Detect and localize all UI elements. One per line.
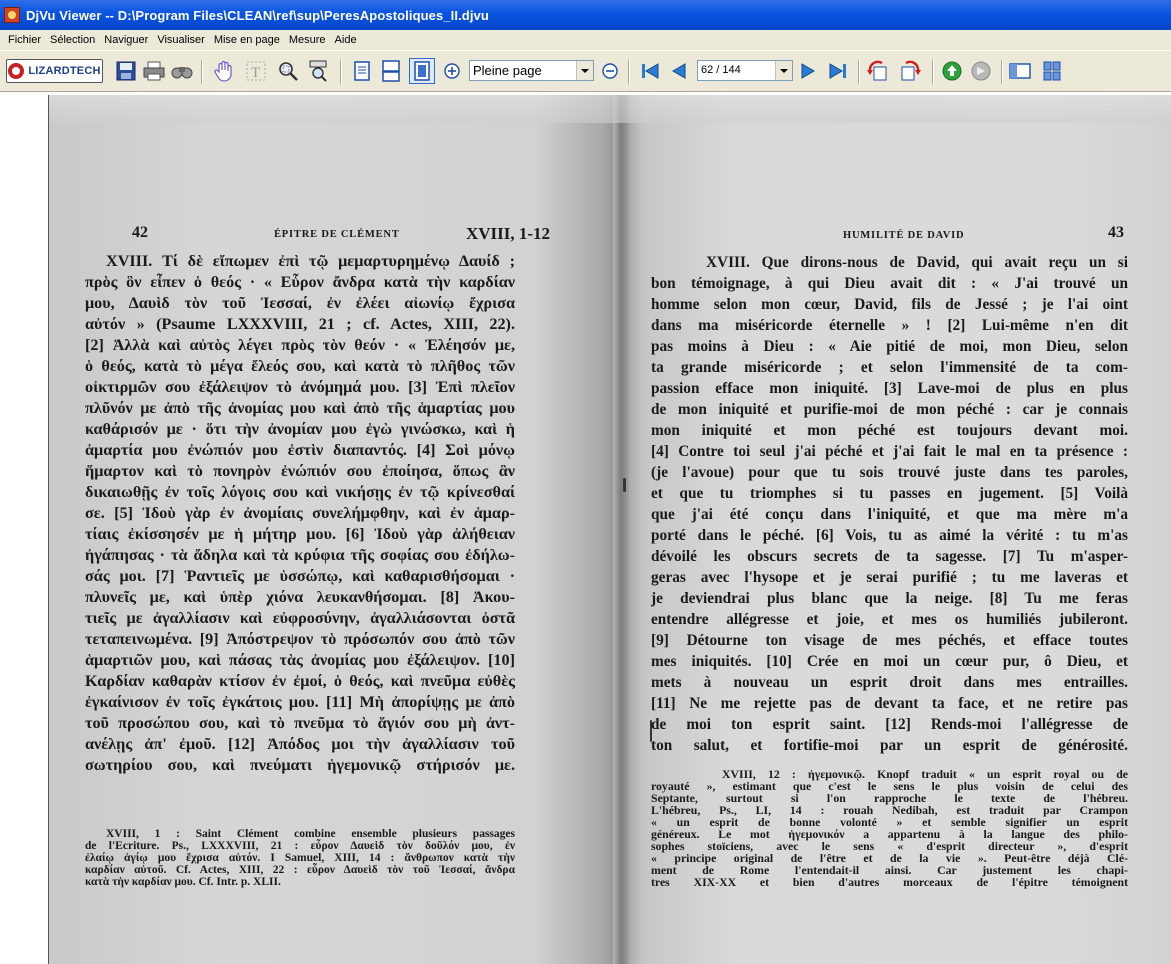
left-page-number: 42 xyxy=(132,224,148,241)
text-line: homme selon mon cœur, David, fils de Jessé ; je l'ai oint xyxy=(651,296,1128,313)
back-button[interactable] xyxy=(940,58,964,84)
footnote-line: généreux. Le mot ἡγεμονικόν a appartenu à la langue des philo- xyxy=(651,827,1128,841)
find-button[interactable] xyxy=(170,58,194,84)
footnote-line: XVIII, 12 : ἡγεμονικῷ. Knopf traduit « un esprit royal ou de xyxy=(722,767,1128,781)
zoom-rect-icon xyxy=(276,59,300,83)
footnote-line: « un esprit de bonne volonté » et semble signifier un esprit xyxy=(651,815,1128,829)
footnote-line: ment de Rome l'entendait-il ainsi. Car justement les chapi- xyxy=(651,863,1128,877)
text-line: ἁμαρτιῶν μου, καὶ πάσας τὰς ἀνομίας μου ἐξάλειψον. [10] xyxy=(85,651,515,669)
right-page-number: 43 xyxy=(1108,224,1124,241)
text-line: passion efface mon iniquité. [3] Lave-moi de plus en plus xyxy=(651,380,1128,397)
text-line: mes iniquités. [10] Crée en moi un cœur pur, ô Dieu, et xyxy=(651,653,1128,670)
menu-aide[interactable]: Aide xyxy=(334,34,357,46)
save-icon xyxy=(114,59,138,83)
text-line: πλῦνόν με ἀπὸ τῆς ἀνομίας μου καὶ ἀπὸ τῆς ἁμαρτίας μου xyxy=(85,399,515,417)
text-select-icon xyxy=(244,59,268,83)
app-icon xyxy=(4,7,20,23)
rotate-right-icon xyxy=(898,59,922,83)
find-icon xyxy=(170,59,194,83)
text-line: (je l'avoue) pour que tu sois trouvé juste dans tes paroles, xyxy=(651,464,1128,481)
footnote-line: sophes stoïciens, avec le sens « d'esprit directeur », d'esprit xyxy=(651,839,1128,853)
single-page-icon xyxy=(350,59,374,83)
rotate-right-button[interactable] xyxy=(898,58,922,84)
text-line: geras avec l'hysope et je serai purifié ; tu me laveras et xyxy=(651,569,1128,586)
chevron-down-icon[interactable] xyxy=(576,61,593,80)
menu-bar xyxy=(0,30,1171,50)
first-page-icon xyxy=(638,59,662,83)
save-button[interactable] xyxy=(114,58,138,84)
text-line: τεταπεινωμένα. [9] Ἀπόστρεψον τὸ πρόσωπόν σου ἀπὸ τῶν xyxy=(85,630,515,648)
left-section-ref: XVIII, 1-12 xyxy=(466,224,551,243)
toolbar-separator xyxy=(932,60,934,84)
text-line: je deviendrai plus blanc que la neige. [8] Tu me feras xyxy=(651,590,1128,607)
next-page-button[interactable] xyxy=(796,58,820,84)
hand-tool-button[interactable] xyxy=(212,58,236,84)
text-line: Καρδίαν καθαρὰν κτίσον ἐν ἐμοί, ὁ θεός, καὶ πνεῦμα εὐθὲς xyxy=(85,672,515,690)
previous-page-button[interactable] xyxy=(667,58,691,84)
lizardtech-logo-icon xyxy=(8,63,24,79)
layout-icon xyxy=(1040,59,1064,83)
text-line: dévoilé les obscurs secrets de ta sagesse. [7] Tu m'asper- xyxy=(651,548,1128,565)
svg-text:T: T xyxy=(251,65,261,81)
menu-visualiser[interactable]: Visualiser xyxy=(157,34,205,46)
text-line: entendre allégresse et joie, et mes os humiliés jubileront. xyxy=(651,611,1128,628)
first-page-button[interactable] xyxy=(638,58,662,84)
text-line: πλυνεῖς με, καὶ ὑπὲρ χιόνα λευκανθήσομαι. [8] Ἀκου- xyxy=(85,588,515,606)
text-line: mon iniquité et mon péché est toujours devant moi. xyxy=(651,422,1128,439)
text-line: πρὸς ὃν εἶπεν ὁ θεός · « Εὗρον ἄνδρα κατὰ τὴν καρδίαν xyxy=(85,273,515,291)
text-line: τοῦ προσώπου σου, καὶ τὸ πνεῦμα τὸ ἅγιόν σου μὴ ἀντ- xyxy=(85,714,515,732)
zoom-rect-button[interactable] xyxy=(276,58,300,84)
toolbar-separator xyxy=(201,60,203,84)
text-line: οἰκτιρμῶν σου ἐξάλειψον τὸ ἀνόμημά μου. [3] Ἐπὶ πλεῖον xyxy=(85,378,515,396)
text-select-button[interactable] xyxy=(244,58,268,84)
zoom-out-icon xyxy=(598,59,622,83)
text-line: [11] Ne me rejette pas de devant ta face, et ne retire pas xyxy=(651,695,1128,712)
text-line: τίαις ἐκίσσησέν με ἡ μήτηρ μου. [6] Ἰδοὺ γὰρ ἀλήθειαν xyxy=(85,525,515,543)
rotate-left-button[interactable] xyxy=(866,58,890,84)
text-line: que j'ai été conçu dans l'iniquité, et que ma mère m'a xyxy=(651,506,1128,523)
text-line: σωτηρίου σου, καὶ πνεύματι ἡγεμονικῷ στήρισόν με. xyxy=(85,756,515,774)
menu-naviguer[interactable]: Naviguer xyxy=(104,34,149,46)
page-select[interactable] xyxy=(697,60,793,81)
text-line: σε. [5] Ἰδοὺ γὰρ ἐν ἀνομίαις συνελήμφθην, καὶ ἐν ἁμαρ- xyxy=(85,504,515,522)
menu-mesure[interactable]: Mesure xyxy=(288,34,326,46)
text-line: pas moins à Dieu : « Aie pitié de moi, mon Dieu, selon xyxy=(651,338,1128,355)
menu-selection[interactable]: Sélection xyxy=(50,34,96,46)
page-select-value: 62 / 144 xyxy=(701,64,741,76)
zoom-out-button[interactable] xyxy=(598,58,622,84)
toolbar-separator xyxy=(340,60,342,84)
text-line: ἐγκαίνισον ἐν τοῖς ἐγκάτοις μου. [11] Μὴ ἀπορίψῃς με ἀπὸ xyxy=(85,693,515,711)
facing-page-button[interactable] xyxy=(409,58,435,84)
toolbar-separator xyxy=(1001,60,1003,84)
footnote-line: Septante, surtout si l'on rapproche le texte de l'hébreu. xyxy=(651,791,1128,805)
footnote-line: L'hébreu, Ps., LI, 14 : rouah Nedibah, est traduit par Crampon xyxy=(651,803,1128,817)
continuous-page-button[interactable] xyxy=(379,58,403,84)
footnote-line: καρδίαν αὐτοῦ. Cf. Actes, XIII, 22 : εὗρον Δαυεὶδ τὸν τοῦ Ἰεσσαί, ἄνδρα xyxy=(85,864,515,876)
text-line: ἁμαρτία μου ἐνώπιόν μου ἐστὶν διαπαντός. [4] Σοὶ μόνῳ xyxy=(85,441,515,459)
toolbar-separator xyxy=(628,60,630,84)
text-line: μου, Δαυὶδ τὸν τοῦ Ἰεσσαί, ἐν ἐλέει αἰωνίῳ ἔχρισα xyxy=(85,294,515,312)
layout-button[interactable] xyxy=(1040,58,1064,84)
single-page-button[interactable] xyxy=(350,58,374,84)
text-line: bon témoignage, à qui Dieu avait dit : « J'ai trouvé un xyxy=(651,275,1128,292)
book-gutter xyxy=(613,95,629,964)
zoom-in-icon xyxy=(440,59,464,83)
forward-button[interactable] xyxy=(969,58,993,84)
forward-icon xyxy=(969,59,993,83)
menu-mise-en-page[interactable]: Mise en page xyxy=(213,34,280,46)
back-icon xyxy=(940,59,964,83)
menu-fichier[interactable]: Fichier xyxy=(8,34,42,46)
text-line: XVIII. Τί δὲ εἴπωμεν ἐπὶ τῷ μεμαρτυρημένῳ Δαυίδ ; xyxy=(106,252,515,270)
zoom-select-value: Pleine page xyxy=(473,63,542,78)
zoom-in-button[interactable] xyxy=(440,58,464,84)
print-icon xyxy=(142,59,166,83)
hand-tool-icon xyxy=(212,59,236,83)
zoom-select[interactable] xyxy=(469,60,594,81)
magnify-icon xyxy=(306,59,330,83)
print-button[interactable] xyxy=(142,58,166,84)
previous-page-icon xyxy=(667,59,691,83)
text-line: [2] Ἀλλὰ καὶ αὐτὸς λέγει πρὸς τὸν θεόν · « Ἐλέησόν με, xyxy=(85,336,515,354)
text-line: δικαιωθῇς ἐν τοῖς λόγοις σου καὶ νικήσῃς ἐν τῷ κρίνεσθαί xyxy=(85,483,515,501)
text-line: de moi ton esprit saint. [12] Rends-moi l'allégresse de xyxy=(651,716,1128,733)
text-line: ἥμαρτον καὶ τὸ πονηρὸν ἐνώπιόν σου ἐποίησα, ὅπως ἂν xyxy=(85,462,515,480)
text-line: XVIII. Que dirons-nous de David, qui avait reçu un si xyxy=(706,254,1128,271)
text-line: porté dans le péché. [6] Vois, tu as aimé la vérité : tu m'as xyxy=(651,527,1128,544)
text-line: [9] Détourne ton visage de mes péchés, et efface toutes xyxy=(651,632,1128,649)
toolbar xyxy=(0,50,1171,92)
lizardtech-logo-button[interactable] xyxy=(6,59,103,83)
left-running-head: ÉPITRE DE CLÉMENT xyxy=(274,229,400,240)
window-title: DjVu Viewer -- D:\Program Files\CLEAN\ref\sup\PeresApostoliques_II.djvu xyxy=(26,7,489,23)
thumbnails-icon xyxy=(1008,59,1032,83)
facing-page-icon xyxy=(410,59,434,83)
footnote-line: ἐλαίῳ ἁγίῳ μου ἔχρισα αὐτόν. I Samuel, XIII, 14 : ἄνθρωπον κατὰ τὴν xyxy=(85,852,515,864)
text-line: καθάρισόν με · ὅτι τὴν ἀνομίαν μου ἐγὼ γινώσκω, καὶ ἡ xyxy=(85,420,515,438)
next-page-icon xyxy=(796,59,820,83)
title-bar xyxy=(0,0,1171,30)
footnote-line: « principe original de l'être et de la vie ». Peut-être déjà Clé- xyxy=(651,851,1128,865)
continuous-page-icon xyxy=(379,59,403,83)
text-line: ta grande miséricorde ; et selon l'immensité de ta com- xyxy=(651,359,1128,376)
thumbnails-button[interactable] xyxy=(1008,58,1032,84)
text-line: αὐτόν » (Psaume LXXXVIII, 21 ; cf. Actes, XIII, 22). xyxy=(85,315,515,333)
footnote-line: tres XIX-XX et bien d'autres morceaux de l'épitre témoignent xyxy=(651,875,1128,889)
rotate-left-icon xyxy=(866,59,890,83)
footnote-line: XVIII, 1 : Saint Clément combine ensemble plusieurs passages xyxy=(106,828,515,840)
last-page-icon xyxy=(826,59,850,83)
text-line: et que tu triomphes si tu passes en jugement. [5] Voilà xyxy=(651,485,1128,502)
toolbar-separator xyxy=(858,60,860,84)
right-running-head: HUMILITÉ DE DAVID xyxy=(843,230,965,241)
text-line: ανέλῃς ἀπ' ἐμοῦ. [12] Ἀπόδος μοι τὴν ἀγαλλίασιν τοῦ xyxy=(85,735,515,753)
last-page-button[interactable] xyxy=(826,58,850,84)
text-line: mets à nouveau un esprit droit dans mes entrailles. xyxy=(651,674,1128,691)
page-top-shading xyxy=(49,95,1171,123)
text-line: ὁ θεός, κατὰ τὸ μέγα ἔλεός σου, καὶ κατὰ τὸ πλῆθος τῶν xyxy=(85,357,515,375)
text-line: σάς μοι. [7] Ῥαντιεῖς με ὑσσώπῳ, καὶ καθαρισθήσομαι · xyxy=(85,567,515,585)
text-line: ἠγάπησας · τὰ ἄδηλα καὶ τὰ κρύφια τῆς σοφίας σου ἐδήλω- xyxy=(85,546,515,564)
logo-text: LIZARDTECH xyxy=(28,65,101,77)
magnify-button[interactable] xyxy=(306,58,330,84)
chevron-down-icon[interactable] xyxy=(775,61,792,80)
footnote-line: κατὰ τὴν καρδίαν μου. Cf. Intr. p. XLII. xyxy=(85,876,281,888)
footnote-line: de l'Ecriture. Ps., LXXXVIII, 21 : εὗρον Δαυεὶδ τὸν δοῦλόν μου, ἐν xyxy=(85,840,515,852)
text-line: ton salut, et fortifie-moi par un esprit de générosité. xyxy=(651,737,1128,754)
text-line: dans ma miséricorde éternelle » ! [2] Lui-même n'en dit xyxy=(651,317,1128,334)
text-line: de mon iniquité et purifie-moi de mon péché : car je connais xyxy=(651,401,1128,418)
text-line: τιεῖς με ἀγαλλίασιν καὶ εὐφροσύνην, ἀγαλλιάσονται ὀστᾶ xyxy=(85,609,515,627)
text-line: [4] Contre toi seul j'ai péché et j'ai fait le mal en ta présence : xyxy=(651,443,1128,460)
footnote-line: royauté », estimant que c'est le sens le plus voisin de celui des xyxy=(651,779,1128,793)
scan-speck xyxy=(623,478,626,492)
